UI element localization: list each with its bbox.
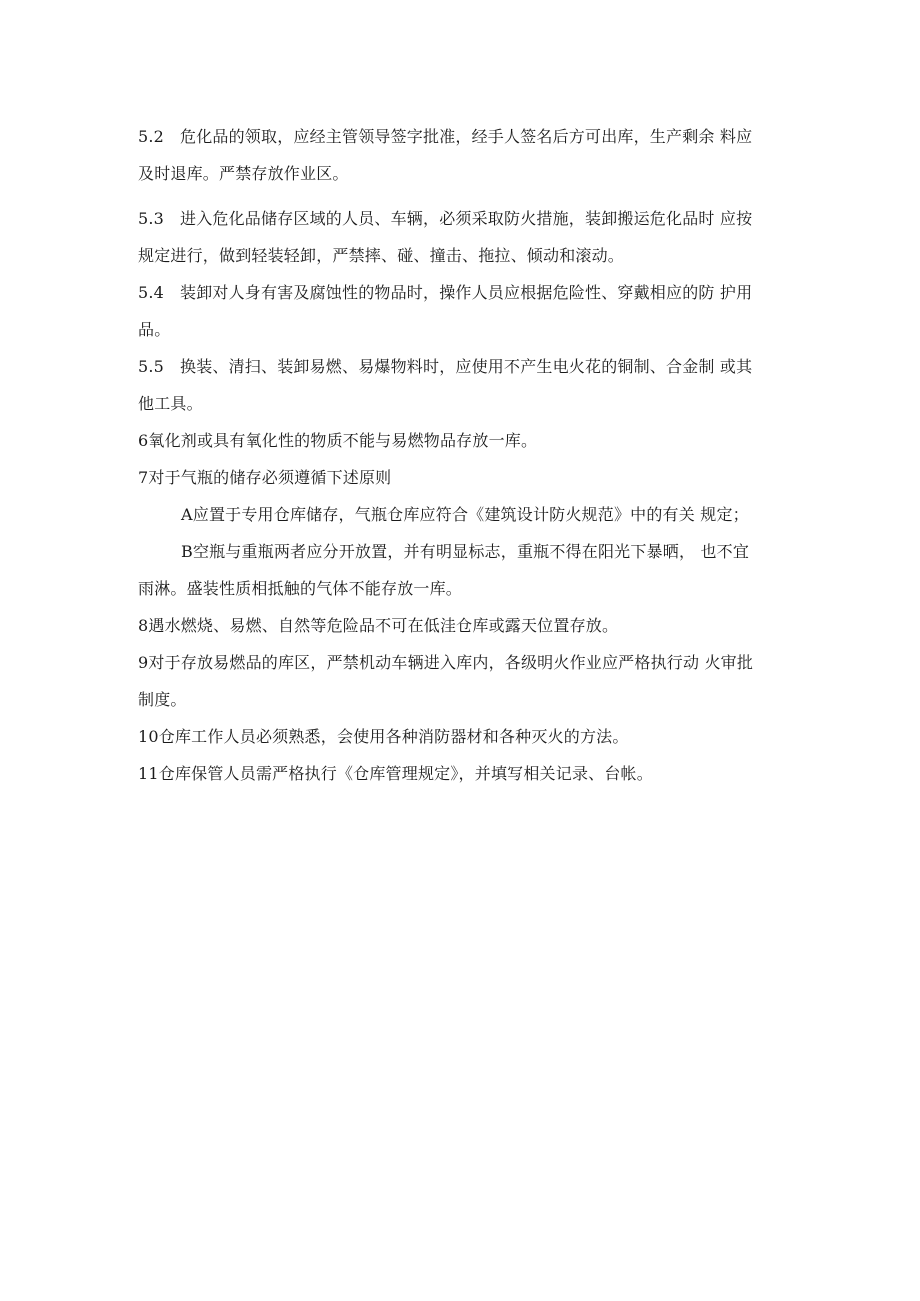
section-number: 5.2 (138, 127, 165, 146)
item-6: 6氧化剂或具有氧化性的物质不能与易燃物品存放一库。 (138, 431, 538, 450)
item-11: 11仓库保管人员需严格执行《仓库管理规定》，并填写相关记录、台帐。 (138, 764, 653, 783)
item-8: 8遇水燃烧、易燃、自然等危险品不可在低洼仓库或露天位置存放。 (138, 616, 619, 635)
section-text: 危化品的领取，应经主管领导签字批准，经手人签名后方可出库，生产剩余 料应 (180, 127, 753, 146)
item-7: 7对于气瓶的储存必须遵循下述原则 (138, 468, 392, 487)
section-5-2-line-2: 及时退库。严禁存放作业区。 (138, 164, 349, 183)
section-text: 换装、清扫、装卸易燃、易爆物料时，应使用不产生电火花的铜制、合金制 或其 (180, 357, 753, 376)
section-5-5-line-2: 他工具。 (138, 394, 203, 413)
section-number: 5.4 (138, 283, 165, 302)
section-5-4-line-1 (138, 274, 784, 311)
section-text: 进入危化品储存区域的人员、车辆，必须采取防火措施，装卸搬运危化品时 应按 (180, 209, 753, 228)
section-5-3-line-2: 规定进行，做到轻装轻卸，严禁摔、碰、撞击、拖拉、倾动和滚动。 (138, 246, 625, 265)
section-5-5-line-1 (138, 348, 784, 385)
item-7b-line-1: B空瓶与重瓶两者应分开放置，并有明显标志，重瓶不得在阳光下暴晒， 也不宜 (181, 542, 750, 561)
item-9-line-2: 制度。 (138, 690, 187, 709)
section-number: 5.3 (138, 209, 165, 228)
section-5-4-line-2: 品。 (138, 320, 171, 339)
section-5-3-line-1 (138, 200, 784, 237)
item-7a: A应置于专用仓库储存，气瓶仓库应符合《建筑设计防火规范》中的有关 规定； (181, 505, 749, 524)
section-text: 装卸对人身有害及腐蚀性的物品时，操作人员应根据危险性、穿戴相应的防 护用 (180, 283, 753, 302)
section-5-2-line-1 (138, 118, 784, 155)
item-10: 10仓库工作人员必须熟悉，会使用各种消防器材和各种灭火的方法。 (138, 727, 629, 746)
item-9-line-1: 9对于存放易燃品的库区，严禁机动车辆进入库内，各级明火作业应严格执行动 火审批 (138, 653, 754, 672)
section-number: 5.5 (138, 357, 165, 376)
document-body (138, 118, 784, 792)
item-7b-line-2: 雨淋。盛装性质相抵触的气体不能存放一库。 (138, 579, 463, 598)
